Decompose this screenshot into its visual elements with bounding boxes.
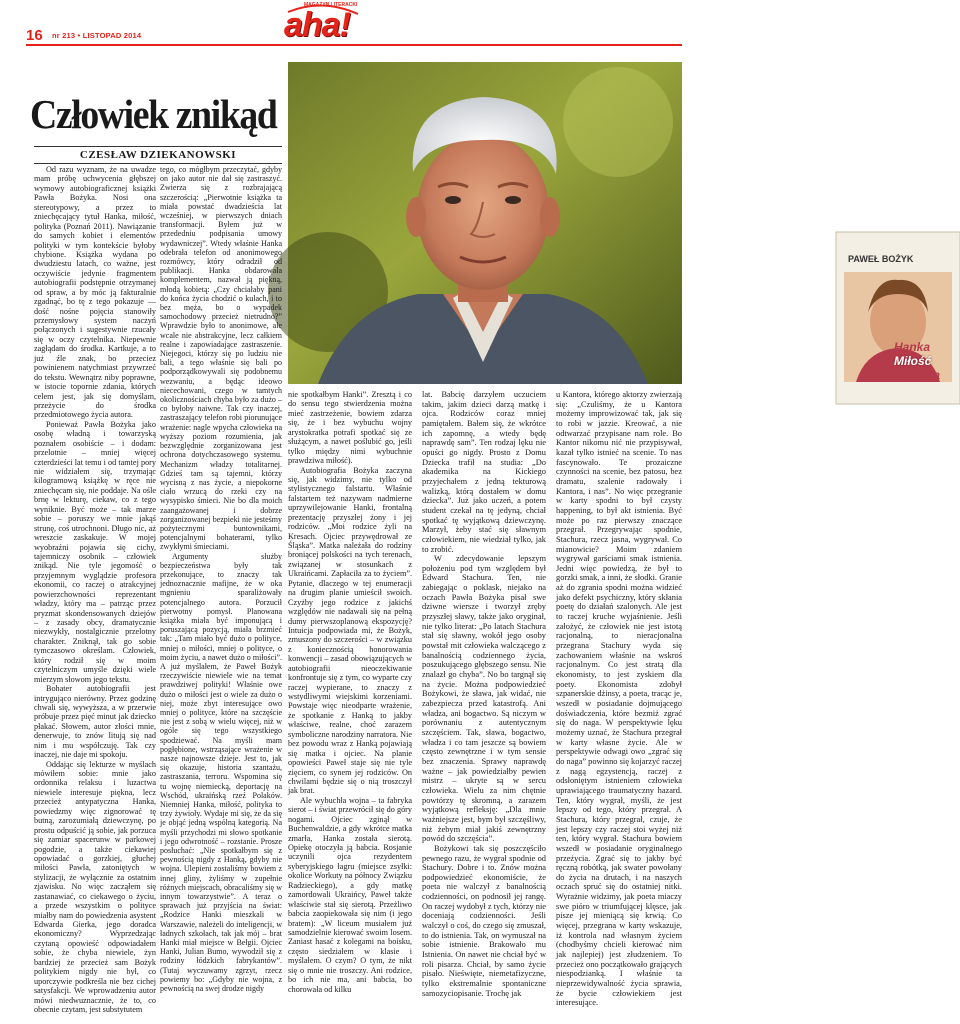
book-cover[interactable] bbox=[836, 232, 960, 404]
paragraph: Od razu wyznam, że na uwadze mam próbę uchwycenia głębszej wymowy autobiograficznej książki Pawła Bożyka. Nosi ona stereotypowy, a przez to zniechęcający tytuł Hanka, miłość, polityka (Poznań 2011). Nawiązanie do samych kobiet i elementów polityki w tym kontekście byłoby chybione. Książka wydana po dwudziestu latach, co ważne, jest oczywiście jedynie fragmentem autobiografii podstępnie otrzymanej od spraw, a by móc ją fakturalnie zgadnąć, bo tę z tego pokazuje — dość nośne pojęcia stanowiły przemysłowy system naczyń połączonych i sugestywnie rzucały się w oczy czytelnika. Niepewnie zagłądam do środka. Kartkuje, a to już źle znak, bo przeciez powinienem natychmiast przywrzeć do tekstu. Wewnątrz niby poprawne, w istocie topornie zdania, których celem jest, jak się domyślam, przeżycie do środka przedmiotowego życia autora. bbox=[34, 165, 156, 420]
article-title: Człowiek znikąd bbox=[30, 91, 277, 137]
paragraph: tego, co mógłbym przeczytać, gdyby on jako autor nie dał się zastraszyć. Zwierza się z rozbrajającą szczerością: „Pierwotnie książka ta miała powstać dwadzieścia lat wcześniej, w pierwszych dniach transformacji. Byłem już w przededniu podpisania umowy wydawniczej”. Wtedy właśnie Hanka odebrała telefon od anonimowego rozmówcy, który odradził od publikacji. Hanka obdarowała komplementem, nazwał ją piękną, młodą kobietą: „Czy chciałaby pani do końca życia chodzić o kulach, i to bez męża, bo o wypadek samochodowy przecież nietrudno?” Wprawdzie było to anonimowe, ale wcale nie abstrakcyjne, lecz całkiem realne i zapowiadające zastraszenie. Niejegoci, którzy się po ludziu nie bali, a tego właśnie się bali po podporządkowywali się podobnemu wezwaniu, a będąc ideowo niecechowani, czego w tamtych okolicznościach chyba było za dużo – co byłoby naiwne. Tak czy inaczej, zastraszający telefon robi piorunujące wrażenie: nagle wpycha człowieka na wyższy poziom rozumienia, jak bezwzględnie zorganizowana jest ochrona dotychczasowego systemu. Mechanizm władzy totalitarnej. Gdzieś tam są tajemni, którzy wycisną z nas życie, a niepokorne ciało wrzucą do rzeki czy na wysypisko śmieci. Nie bo dla moich zaangażowanej i dobrze zorganizowanej bezpieki nie jesteśmy pożytecznymi buntownikami, potencjalnymi bohaterami, tylko zwykłymi śmieciami. bbox=[160, 165, 282, 552]
issue-label: nr 213 • LISTOPAD 2014 bbox=[52, 31, 142, 40]
paragraph: u Kantora, którego aktorzy zwierzają się: „Czuliśmy, że u Kantora możemy improwizować tak, jak się to robi w jazzie. Kreować, a nie odtwarzać przypisane nam role. Bo Kantor nikomu nić nie przypisywał, kazał tylko istnieć na scenie. To nas fascynowało. Te prozaiczne czynności na scenie, bez patosu, bez dramatu, szalenie radowały i Kantora, i nas”. No więc przegranie w karty spodni to był czysty happening, to był akt istnienia. Być może po raz pierwszy znaczące przegrał. Przegrywając spodnie, Stachura, rzecz jasna, wygrywał. Co mianowicie? Moim zdaniem wygrywał garściami smak istnienia. Jedni więc powiedzą, że był to gorzki smak, a inni, że słodki. Granie aż do zgrania spodni można widzieć jako defekt psychiczny, który skłania poetę do działań szalonych. Ale jest to raczej kruche wyjaśnienie. Jeśli założyć, że człowiek nie jest istotą racjonalną, to nieracjonalna przegrana Stachury wyda się zachowaniem właśnie na wskroś racjonalnym. Co jest stratą dla ekonomisty, to jest zyskiem dla poety. Ekonomista zdobył szpanerskie dżinsy, a poeta, tracąc je, wszedł w posiadanie dojmującego doświadczenia, które bezmiż zgrać się do naga. W perspektywie lęku możemy uznać, że Stachura przegrał w karty własne życie. Ale w perspektywie odwagi owo „zgrać się do naga” powinno się kojarzyć raczej z nagą egzystencją, raczej z odsłoniętym istnieniem człowieka uprawiającego traumatyczny hazard. Ten, który wygrał, myśli, że jest lepszy od tego, który przegrał. A Stachura, który przegrał, czuje, że jest lepszy czy raczej stoi wyżej niż ten, który wygrał. Stachura bowiem wszedł w posiadanie oryginalnego przeżycia. Zgrać się to jakby być ręczną robótką, jak swater powołany do życia na drutach, i na naszych oczach spruć się do ostatniej nitki. Wyrażnie widzimy, jak poeta miaczy swe pióro w triumfującej klęsce, jak pisze jej mieniącą się krwią. Co więcej, przegrana w karty wskazuje, iż kontrola nad własnym życiem (chodbyśmy chcieli kierować nim jak najlepiej) jest złudzeniem. To przecież ono początkowało grających niespodzianką. I właśnie ta nieprzewidywalność życia sprawia, że bycie człowiekiem jest interesujące. bbox=[556, 390, 682, 1008]
paragraph: Argumenty służby bezpieczeństwa były tak przekonujące, to znaczy tak jednoznacznie mafijne, że w oka mgnieniu sparaliżowały potencjalnego autora. Porzucił pierwotny pomysł. Planowana książka miała być imponującą i poruszającą pozycją, miała brzmieć tak: „Tam miało być dużo o polityce, mniej o miłości, mniej o polityce, o moim życiu, a nawet dużo o miłości”. A już myślałem, że Paweł Bożyk rzeczywiście niewiele wie na temat prawdziwej polityki! Właśnie owe dużo o miłości jest o wiele za dużo o niej, może zbyt interesujące owo mniej o polityce, które na szczęście nie jest z sobą w wielu więcej, niż w ogóle się tego wszystkiego spodziewać. Na myśli mam pogłębione, wstrząsające wrażenie w nasze najnowsze dzieje. Jest to, jak się okazuje, historia szantażu, zastraszania, terroru. Wspomina się tu wojnę niemiecką, deportację na Wschód, ukraińską rzeź Polaków. Niemniej Hanka, miłość, polityka to trzy żywioły. Wydaje mi się, że da się je objąć jedną wspólną kategorią. Na myśli przychodzi mi słowo spotkanie i jego odwrotność – rozstanie. Prosze posłuchać: „Nie spotkałbym się z pewnością nigdy z Hanką, gdyby nie wojna. Ulepieni zostaliśmy bowiem z innej gliny, żyliśmy w zupełnie różnych miejscach, obracaliśmy się w innym towarzystwie”. A teraz o sprawach już przyjścia na świat: „Rodzice Hanki mieszkali w Warszawie, należeli do inteligencji, w ładnych szkołach, tak jak mój – brat Hanki miał miejsce w Bełgii. Ojciec Hanki, Julian Bumo, wywodził się z rodziny łódzkich fabrykantów”. (Tutaj wyczuwamy zgrzyt, rzecz powiemy bo: „Gdyby nie wojna, z pewnością na swej drodze nigdy bbox=[160, 551, 282, 994]
book-author: PAWEŁ BOŻYK bbox=[848, 254, 914, 264]
article-column-5 bbox=[556, 390, 682, 1008]
article-column-4 bbox=[422, 390, 546, 998]
article-author: CZESŁAW DZIEKANOWSKI bbox=[34, 146, 282, 164]
paragraph: Ponieważ Pawła Bożyka jako osobę władną i towarzyską poznałem osobiście – i dodam: przelotnie – mniej więcej czterdzieści lat temu i od tamtej pory nie widziałem się, trzymając kilogramową książkę w ręce nie zniechęcam się, nie poddaje. Na ośle brnę w lekturę, ciekaw, co z tego wyniknie. Być może – tak marze sobie – poruszy we mnie jakąś strunę, coś utrochnoni. Długo nic, aż wreszcie zaskakuje. W mojej wyobraźni pojawia się cichy, tajemniczy osobnik – człowiek znikąd. Nie tyle jegomość o przyjemnym wyglądzie profesora ekonomii, co raczej o atrakcyjnej powierzchowności reprezentant władzy, który ma – patrząc przez pryzmat skondensowanych dziejów – z zasady obcy, dramatycznie niezwykły, nostalgicznie przelotny charakter. Zniknął, tak go sobie tymczasowo określam. Człowiek, który rodził się w moim czytelniczym umyśle dzięki wiele mierzym słowom jego tekstu. bbox=[34, 419, 156, 684]
paragraph: W zdecydowanie lepszym położeniu pod tym względem był Edward Stachura. Ten, nie zabiegając o poklask, niejako na oczach Pawła Bożyka pisał swe dziwne wiersze i tworzył zręby przyszłej sławy, także jako oryginał, nie tylko literat: „Po latach Stachura stał się sławny, wokół jego osoby powstał mit człowieka walczącego z banalnością codziennego życia, poszukującego głębszego sensu. Nie znalazł go chyba”. No bo targnął się na życie. Można podpowiedzieć Bożykowi, że sława, jak widać, nie zabezpiecza przed katastrofą. Ani władza, ani bogactwo. Są niczym w porównaniu z autentycznym szczęściem. Tak, sława, bogactwo, władza i co tam jeszcze są bowiem często zewnętrzne i w tym sensie bez znaczenia. Sprawy naprawdę ważne – jak powiedziałby pewien mistrz – ukryte są w sercu człowieka. Wielu za nim chętnie powtórzy tę skromną, a zarazem wyjątkową refleksję: „Dla mnie ważniejsze jest, bym był szczęśliwy, niż żebym miał jakiś zewnętrzny powód do szczęścia”. bbox=[422, 554, 546, 844]
paragraph: lat. Babcię darzyłem uczuciem takim, jakim dzieci darzą matkę i ojca. Rodziców coraz mniej pamiętałem. Bałem się, że wkrótce ich zapomnę, a wtedy będę naprawdę sam”. Ten rodzaj lęku nie opuści go nigdy. Prosto z Domu Dziecka trafił na studia: „Do akademika na Kickiego przyjechałem z jedną tekturową walizką, którą dostałem w domu dziecka”. Już jako uczeń, a potem student czekał na tę jedyną, chciał spotkać tę wyjątkową dziewczynę. Marzył, żeby stać się sławnym człowiekiem, nie wiedział tylko, jak to zrobić. bbox=[422, 390, 546, 554]
paragraph: Bohater autobiografii jest intrygująco nierówny. Przez godzinę chwali się, wywyższa, a w przerwie próbuje przez pięć minut jak dziecko płakać. Słowem, autor złości mnie, denerwuje, to znów litują się nad nim i mu współczuję. Tak czy inaczej, nie daje mi spokoju. bbox=[34, 684, 156, 760]
paragraph: Bożykowi tak się poszczęściło pewnego razu, że wygrał spodnie od Stachury. Dobre i to. Znów można podpowiedzieć ekonomiście, że poeta nie walczył z banalnością codzienności, on podnosił jej rangę. On raczej wydobył z tych, którzy nie doceniają codzienności. Jeśli walczył o coś, do czego się zmuszał, to do istnienia. Tak, on wymuszał na sobie istnienie. Brakowało mu Istnienia. On nawet nie chciał być w roli pisarza. Chciał, by samo życie pisało. Nieświęte, niemetafizyczne, tylko ekstremalnie spontaniczne samozyciopisanie. Trochę jak bbox=[422, 843, 546, 998]
paragraph: Oddając się lekturze w myślach mówiłem sobie: mnie jako ordonnika relaksu i luzactwa niewiele interesuje piękna, lecz przecież antypatyczna Hanka, powiedzmy więc zignorować tę butną, zarozumiałą dziewczynę, po prostu odpuścić ją sobie, jak porzuca się zamiar spacerunw w parkowej pogodzie, a także ciekawiej opowiadać o gorzkiej, głuchej miłości Pawła, zatoniętych w stylizacji, że wyłącznie za ostatnim zjawisku. No więc zacząłem się zastanawiać, co ciekawego o życiu, a przede wszystkim o polityce miałby nam do powiedzenia asystent Edwarda Gierka, jego doradca ekonomiczny? Wyprzedzając czytaną opowieść odpowiadałem sobie, że chyba niewiele, żyn bardziej że przecież sam Bożyk politykiem nigdy nie był, co uporczywie podkreśla nie bez cichej satysfakcji. We wprowadzeniu autor mówi niedwuznacznie, że to, co obecnie czytam, jest substytutem bbox=[34, 759, 156, 1014]
article-column-1 bbox=[34, 165, 156, 1014]
logo-text: aha! bbox=[284, 6, 350, 44]
book-title-line2: Miłość bbox=[894, 354, 932, 368]
page-number: 16 bbox=[26, 27, 43, 44]
author-portrait-photo bbox=[288, 62, 941, 384]
logo-tagline: MAGAZYN LITERACKI bbox=[304, 2, 358, 8]
header-rule bbox=[26, 44, 682, 46]
article-column-2 bbox=[160, 165, 282, 993]
paragraph: Ale wybuchła wojna – ta fabryka sierot – i świat przewrócił się do góry nogami. Ojciec zginął w Buchenwaldzie, a gdy wkrótce matka zmarła, Hanka została sierotą. Opiekę otoczyła ją babcia. Rosjanie uczynili ojca rezydentem syberyjskiego łagru (miejsce zsyłki: okolice Workuty na północy Związku Radzieckiego), a gdy matkę zamordowali Ukraińcy, Paweł także właściwie stał się sierotą. Przeżliwo babcia zaopiekowała się nim (i jego bratem): „W liceum musiałem już samodzielnie kierować swoim losem. Zaniast hasać z kolegami na boisku, często siedziałem w klasie i myślałem. O czym? O tym, że nikt się o mnie nie troszczy. Ani rodzice, bo ich nie ma, ani babcia, bo chorowała od kilku bbox=[288, 795, 412, 994]
page-header bbox=[0, 0, 704, 62]
paragraph: nie spotkałbym Hanki”. Zresztą i co do sensu tego stwierdzenia można mieć zastrzeżenie, bowiem zdarza się, że i bez wybuchu wojny arystokratka potrafi spotkać się ze służącym, a nawet poślubić go, jeśli tylko między nimi wybuchnie prawdziwa miłość). bbox=[288, 390, 412, 466]
paragraph: Autobiografia Bożyka zaczyna się, jak widzimy, nie tylko od stylistycznego falstartu. Właśnie falstartem też nazywam nadmierne uprzywilejowanie Hanki, frontalną prezentację przyszłej żony i jej rodziców. „Moi rodzice żyli na Kresach. Ojciec przywędrował ze Śląska”. Matka należała do rodziny broniącej polskości na tych terenach, związanej w stosunkach z Ukraińcami. Zapłaciła za to życiem”. Pytanie, dlaczego w tej enumeracji na drugim planie umieścił swoich. Czyżby jego rodzice z jakichś względów nie nadawali się na pełną dumy pierwszoplanową ekspozycję? Intuicja podpowiada mi, że Bożyk, zmuszony do szczerości – w związku z koniecznością honorowania konwencji – zasad obowiązujących w autobiografii nieoczekiwanie konfrontuje się z tym, co wyparte czy raczej wypierane, to znaczy z wstydliwymi wiejskimi korzeniami. Powstaje więc nieodparte wrażenie, że spotkanie z Hanką to jakby właściwe, realne, choć zarazem symboliczne narodziny narratora. Nie bez powodu wraz z Hanką pojawiają się matka i ojciec. Na planie opowieści Paweł staje się nie tyle zięciem, co synem jej rodziców. On chwilami będzie się o nią troszczył jak brat. bbox=[288, 465, 412, 796]
book-title-line3: Polityka bbox=[894, 368, 941, 382]
book-title-line1: Hanka bbox=[894, 340, 931, 354]
article-column-3 bbox=[288, 390, 412, 994]
